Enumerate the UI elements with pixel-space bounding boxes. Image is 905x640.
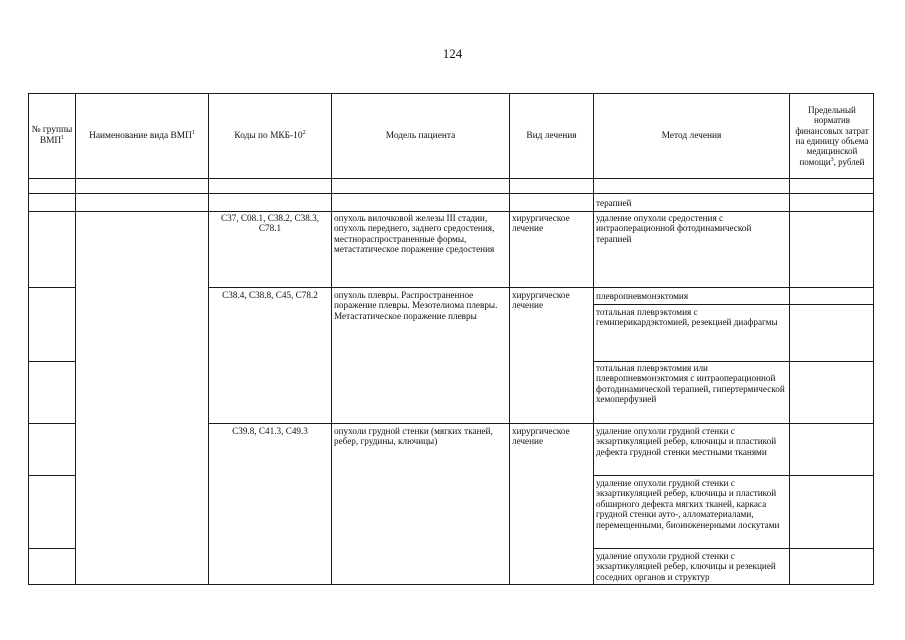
- table-line: [593, 548, 874, 549]
- header-col-method: Метод лечения: [661, 130, 722, 141]
- treatment-type-cell: хирургическое лечение: [512, 290, 570, 311]
- method-cell: удаление опухоли грудной стенки с экзартикуляцией ребер, ключицы и пластикой дефекта грудной стенки местными тканями: [596, 426, 777, 457]
- method-cell: терапией: [596, 198, 632, 208]
- table-line: [28, 475, 75, 476]
- page-number: 124: [442, 46, 463, 61]
- table-line: [593, 304, 874, 305]
- codes-cell: C39.8, C41.3, C49.3: [232, 426, 308, 436]
- header-col-name: Наименование вида ВМП$^1$: [89, 129, 195, 141]
- method-cell: тотальная плеврэктомия или плевропневмонэктомия с интраоперационной фотодинамической терапией, гипертермической хемоперфузией: [596, 363, 785, 405]
- table-line: [28, 211, 874, 212]
- codes-cell: C37, C08.1, C38.2, C38.3, C78.1: [220, 213, 319, 234]
- header-col-model: Модель пациента: [385, 130, 456, 141]
- header-col-group: № группы ВМП$^1$: [31, 125, 73, 146]
- header-col-treatment-type: Вид лечения: [526, 130, 577, 141]
- table-line: [28, 193, 874, 194]
- table-line: [208, 423, 874, 424]
- table-line: [593, 475, 874, 476]
- table-line: [28, 178, 874, 179]
- treatment-type-cell: хирургическое лечение: [512, 426, 570, 447]
- table-line: [28, 361, 75, 362]
- method-cell: удаление опухоли грудной стенки с экзартикуляцией ребер, ключицы и резекцией соседних органов и структур: [596, 551, 776, 582]
- table-line: [28, 548, 75, 549]
- table-line: [873, 93, 874, 585]
- patient-model-cell: опухоль вилочковой железы III стадии, опухоль переднего, заднего средостения, местнораспространенные формы, метастатическое поражение средостения: [334, 213, 495, 255]
- table-line: [28, 287, 75, 288]
- method-cell: плевропневмонэктомия: [596, 291, 689, 301]
- table-line: [208, 287, 874, 288]
- codes-cell: C38.4, C38.8, C45, C78.2: [222, 290, 318, 300]
- patient-model-cell: опухоль плевры. Распространенное поражение плевры. Мезотелиома плевры. Метастатическое поражение плевры: [334, 290, 498, 321]
- table-line: [28, 584, 874, 585]
- method-cell: тотальная плеврэктомия с гемиперикардэктомией, резекцией диафрагмы: [596, 307, 778, 328]
- header-col-codes: Коды по МКБ-$10^2$: [234, 129, 306, 141]
- table-line: [593, 361, 874, 362]
- table-line: [789, 93, 790, 585]
- method-cell: удаление опухоли средостения с интраоперационной фотодинамической терапией: [596, 213, 752, 244]
- method-cell: удаление опухоли грудной стенки с экзартикуляцией ребер, ключицы и пластикой обширного дефекта мягких тканей, каркаса грудной стенки ауто-, алломатериалами, перемещенными, биоинженерными лоскутами: [596, 478, 780, 530]
- header-col-norm: Предельный норматив финансовых затрат на единицу объема медицинской помощи$^3$, рублей: [795, 104, 869, 167]
- treatment-type-cell: хирургическое лечение: [512, 213, 570, 234]
- table-line: [28, 423, 75, 424]
- patient-model-cell: опухоли грудной стенки (мягких тканей, ребер, грудины, ключицы): [334, 426, 493, 447]
